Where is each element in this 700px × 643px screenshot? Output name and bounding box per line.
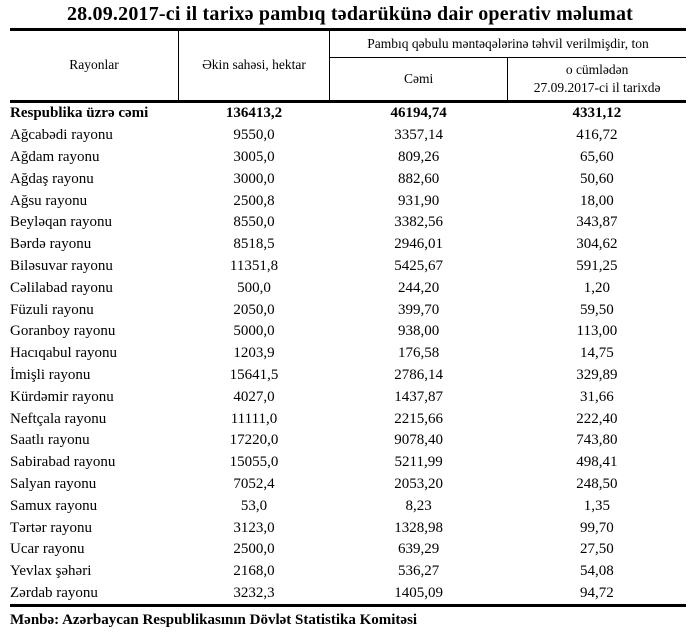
region-name-cell: Tərtər rayonu xyxy=(10,519,93,536)
value-cell: 59,50 xyxy=(580,301,614,318)
value-cell: 931,90 xyxy=(398,192,440,209)
region-name-cell: Salyan rayonu xyxy=(10,475,97,492)
value-cell: 3232,3 xyxy=(179,583,330,606)
value-cell: 7052,4 xyxy=(233,475,275,492)
region-name-cell: Zərdab rayonu xyxy=(10,583,179,606)
table-row xyxy=(10,299,686,321)
value-cell: 11351,8 xyxy=(229,257,279,274)
value-cell: 591,25 xyxy=(576,257,618,274)
value-cell: 304,62 xyxy=(576,236,618,253)
region-name-cell: Bərdə rayonu xyxy=(10,236,92,253)
value-cell: 244,20 xyxy=(398,279,440,296)
value-cell: 4331,12 xyxy=(572,105,622,122)
value-cell: 65,60 xyxy=(580,148,614,165)
region-name-cell: Yevlax şəhəri xyxy=(10,563,92,580)
value-cell: 2500,8 xyxy=(233,192,275,209)
region-name-cell: Beyləqan rayonu xyxy=(10,214,113,231)
region-name-cell: Ağcabədi rayonu xyxy=(10,127,113,144)
table-row xyxy=(10,430,686,452)
table-row xyxy=(10,168,686,190)
value-cell: 2053,20 xyxy=(394,475,443,492)
value-cell: 54,08 xyxy=(580,563,614,580)
table-header xyxy=(10,30,686,102)
table-row xyxy=(10,408,686,430)
value-cell: 1,20 xyxy=(583,279,610,296)
table-row xyxy=(10,147,686,169)
value-cell: 222,40 xyxy=(576,410,618,427)
column-header-sown-area: Əkin sahəsi, hektar xyxy=(179,30,330,102)
table-row xyxy=(10,277,686,299)
value-cell: 4027,0 xyxy=(233,388,275,405)
region-name-cell: Sabirabad rayonu xyxy=(10,454,116,471)
region-name-cell: Kürdəmir rayonu xyxy=(10,388,114,405)
value-cell: 1328,98 xyxy=(394,519,443,536)
value-cell: 14,75 xyxy=(580,345,614,362)
table-row xyxy=(10,561,686,583)
table-row xyxy=(10,343,686,365)
value-cell: 1405,09 xyxy=(330,583,508,606)
value-cell: 15055,0 xyxy=(229,454,279,471)
header-row-1 xyxy=(10,30,686,58)
value-cell: 2786,14 xyxy=(394,366,443,383)
value-cell: 17220,0 xyxy=(229,432,279,449)
value-cell: 2215,66 xyxy=(394,410,443,427)
value-cell: 2946,01 xyxy=(394,236,443,253)
region-name-cell: Ağsu rayonu xyxy=(10,192,88,209)
including-label-line2: 27.09.2017-ci il tarixdə xyxy=(533,80,661,95)
value-cell: 498,41 xyxy=(576,454,618,471)
value-cell: 50,60 xyxy=(580,170,614,187)
table-row xyxy=(10,452,686,474)
region-name-cell: Ucar rayonu xyxy=(10,541,85,558)
value-cell: 53,0 xyxy=(240,497,268,514)
value-cell: 248,50 xyxy=(576,475,618,492)
value-cell: 639,29 xyxy=(398,541,440,558)
value-cell: 5000,0 xyxy=(233,323,275,340)
value-cell: 176,58 xyxy=(398,345,440,362)
value-cell: 1,35 xyxy=(583,497,610,514)
column-header-total: Cəmi xyxy=(330,58,508,102)
value-cell: 938,00 xyxy=(398,323,440,340)
table-row xyxy=(10,539,686,561)
value-cell: 3382,56 xyxy=(394,214,443,231)
value-cell: 2500,0 xyxy=(233,541,275,558)
source-note: Mənbə: Azərbaycan Respublikasının Dövlət Statistika Komitəsi xyxy=(10,612,418,629)
region-name-cell: Saatlı rayonu xyxy=(10,432,90,449)
value-cell: 882,60 xyxy=(398,170,440,187)
value-cell: 5425,67 xyxy=(394,257,443,274)
table-row xyxy=(10,386,686,408)
value-cell: 9550,0 xyxy=(233,127,275,144)
region-name-cell: Samux rayonu xyxy=(10,497,98,514)
table-row xyxy=(10,125,686,147)
region-name-cell: Cəlilabad rayonu xyxy=(10,279,113,296)
value-cell: 2050,0 xyxy=(233,301,275,318)
value-cell: 536,27 xyxy=(398,563,440,580)
value-cell: 15641,5 xyxy=(229,366,279,383)
column-header-regions: Rayonlar xyxy=(10,30,179,102)
table-row xyxy=(10,474,686,496)
value-cell: 11111,0 xyxy=(230,410,278,427)
value-cell: 416,72 xyxy=(576,127,618,144)
value-cell: 399,70 xyxy=(398,301,440,318)
column-header-delivered-group: Pambıq qəbulu məntəqələrinə təhvil verilmişdir, ton xyxy=(330,30,687,58)
region-name-cell: Ağdaş rayonu xyxy=(10,170,94,187)
value-cell: 2168,0 xyxy=(233,563,275,580)
value-cell: 1437,87 xyxy=(394,388,443,405)
region-name-cell: Goranboy rayonu xyxy=(10,323,116,340)
value-cell: 46194,74 xyxy=(390,105,447,122)
value-cell: 8,23 xyxy=(405,497,432,514)
value-cell: 3123,0 xyxy=(233,519,275,536)
value-cell: 94,72 xyxy=(508,583,686,606)
table-row xyxy=(10,234,686,256)
table-row xyxy=(10,583,686,606)
table-row xyxy=(10,190,686,212)
table-row xyxy=(10,102,686,125)
region-name-cell: İmişli rayonu xyxy=(10,366,91,383)
table-row xyxy=(10,495,686,517)
value-cell: 8518,5 xyxy=(233,236,275,253)
page-title: 28.09.2017-ci il tarixə pambıq tədarükünə dair operativ məlumat xyxy=(66,3,634,25)
cotton-procurement-table xyxy=(10,28,686,607)
value-cell: 31,66 xyxy=(580,388,614,405)
region-name-cell: Ağdam rayonu xyxy=(10,148,100,165)
column-header-including-date xyxy=(508,58,686,102)
value-cell: 136413,2 xyxy=(225,105,283,122)
table-row xyxy=(10,365,686,387)
including-label-line1: o cümlədən xyxy=(565,61,629,77)
value-cell: 343,87 xyxy=(576,214,618,231)
value-cell: 99,70 xyxy=(580,519,614,536)
value-cell: 500,0 xyxy=(237,279,271,296)
value-cell: 5211,99 xyxy=(394,454,443,471)
table-body xyxy=(10,102,686,606)
region-name-cell: Biləsuvar rayonu xyxy=(10,257,113,274)
value-cell: 1203,9 xyxy=(233,345,275,362)
table-row xyxy=(10,256,686,278)
region-name-cell: Hacıqabul rayonu xyxy=(10,345,118,362)
table-row xyxy=(10,321,686,343)
table-row xyxy=(10,212,686,234)
value-cell: 809,26 xyxy=(398,148,440,165)
value-cell: 3357,14 xyxy=(394,127,443,144)
value-cell: 3000,0 xyxy=(233,170,275,187)
region-name-cell: Neftçala rayonu xyxy=(10,410,107,427)
value-cell: 329,89 xyxy=(576,366,618,383)
value-cell: 9078,40 xyxy=(394,432,443,449)
value-cell: 8550,0 xyxy=(233,214,275,231)
value-cell: 18,00 xyxy=(580,192,614,209)
value-cell: 3005,0 xyxy=(233,148,275,165)
value-cell: 743,80 xyxy=(576,432,618,449)
region-name-cell: Respublika üzrə cəmi xyxy=(10,105,149,122)
table-row xyxy=(10,517,686,539)
region-name-cell: Füzuli rayonu xyxy=(10,301,94,318)
value-cell: 27,50 xyxy=(580,541,614,558)
value-cell: 113,00 xyxy=(576,323,618,340)
